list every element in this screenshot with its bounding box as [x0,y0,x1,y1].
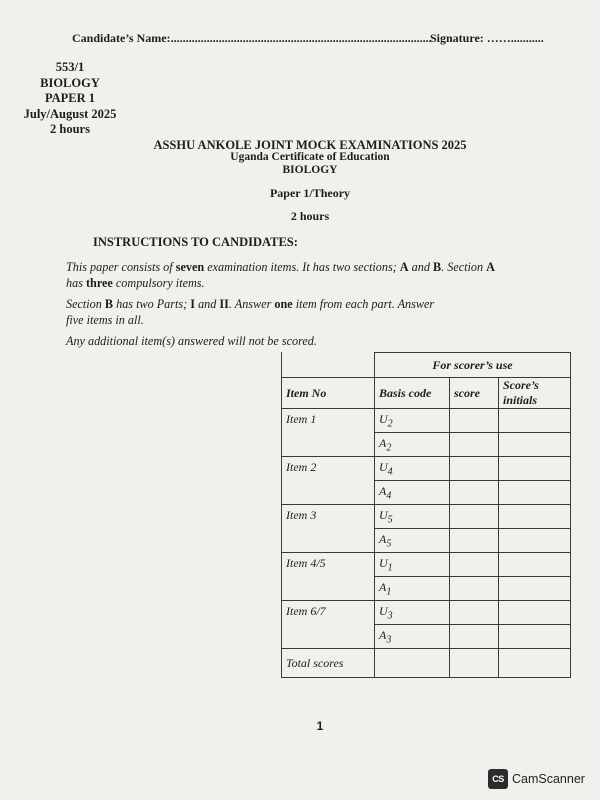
scorer-header-row [282,378,571,409]
basis-code-letter: U [379,603,388,618]
item-number-cell: Item 2 [282,457,375,505]
basis-code-subscript: 3 [386,634,392,646]
basis-code-letter: A [379,435,387,450]
score-cell[interactable] [450,457,499,481]
initials-cell[interactable] [499,481,571,505]
basis-code-cell [375,457,450,481]
item-number-cell: Item 4/5 [282,553,375,601]
certificate-name: Uganda Certificate of Education [230,151,390,163]
score-cell[interactable] [450,505,499,529]
basis-code-subscript: 2 [386,442,392,454]
scorer-caption-row [282,353,571,378]
p2-bold: one [274,297,293,311]
header-basis-code: Basis code [375,378,450,409]
candidate-name-label: Candidate’s Name: [72,31,171,45]
p1-bold: A [486,260,495,274]
p1-text: . Section [441,260,487,274]
total-scores-label: Total scores [282,649,375,678]
table-row [282,505,571,529]
p2-bold: B [104,297,114,311]
basis-code-letter: A [379,531,387,546]
p2-text: Section [66,297,105,311]
signature-blank: ……........... [486,31,544,45]
initials-cell[interactable] [499,577,571,601]
basis-code-letter: U [379,555,388,570]
basis-code-cell [375,505,450,529]
p1-text: examination items. It has two sections; [204,260,400,274]
basis-code-cell [375,481,450,505]
table-row [282,457,571,481]
p2-text: item from each part. Answer [292,297,435,311]
basis-code-subscript: 5 [386,538,392,550]
header-score-initials: Score’s initials [499,378,571,409]
p1-bold: three [85,276,113,290]
basis-code-subscript: 4 [386,490,392,502]
item-number-cell: Item 6/7 [282,601,375,649]
p1-text: and [408,260,433,274]
basis-code-cell [375,625,450,649]
paper-type: Paper 1/Theory [269,186,351,200]
scorer-table [281,352,571,678]
score-cell[interactable] [450,625,499,649]
total-blank-cell [499,649,571,678]
camscanner-logo-icon: CS [488,769,508,789]
signature-field [430,31,544,46]
initials-cell[interactable] [499,409,571,433]
basis-code-letter: A [379,483,387,498]
p1-bold: seven [175,260,205,274]
scorer-caption: For scorer’s use [375,353,571,378]
basis-code-cell [375,433,450,457]
paper-session: July/August 2025 [23,106,117,121]
basis-code-subscript: 5 [387,514,393,526]
initials-cell[interactable] [499,625,571,649]
basis-code-cell [375,529,450,553]
p1-text: compulsory items. [112,276,205,290]
score-cell[interactable] [450,409,499,433]
total-blank-cell [375,649,450,678]
exam-title: ASSHU ANKOLE JOINT MOCK EXAMINATIONS 2025 [153,138,467,152]
p1-bold: A [399,260,409,274]
p2-text: and [195,297,220,311]
camscanner-label: CamScanner [512,772,585,786]
paper-code: 553/1 [55,60,85,74]
scorer-table-body [282,353,571,678]
basis-code-cell [375,409,450,433]
signature-label: Signature: [430,31,484,45]
basis-code-cell [375,553,450,577]
paper-number: PAPER 1 [44,91,96,106]
initials-cell[interactable] [499,433,571,457]
exam-duration: 2 hours [290,209,330,223]
header-item-no: Item No [282,378,375,409]
initials-cell[interactable] [499,457,571,481]
basis-code-subscript: 1 [387,562,393,574]
p2-text: . Answer [228,297,275,311]
item-number-cell: Item 3 [282,505,375,553]
subject-title: BIOLOGY [282,164,338,176]
candidate-header [72,31,542,46]
total-score-cell[interactable] [450,649,499,678]
paper-code-block [18,60,122,138]
header-score: score [450,378,499,409]
caption-spacer-cell [282,353,375,378]
p1-text: has [66,276,86,290]
score-cell[interactable] [450,553,499,577]
instruction-paragraph-3: Any additional item(s) answered will not be scored. [66,334,317,348]
basis-code-cell [375,577,450,601]
total-scores-row [282,649,571,678]
item-number-cell: Item 1 [282,409,375,457]
p2-bold: II [219,297,229,311]
table-row [282,553,571,577]
score-cell[interactable] [450,577,499,601]
p2-text: has two Parts; [113,297,191,311]
initials-cell[interactable] [499,529,571,553]
basis-code-letter: A [379,627,387,642]
basis-code-subscript: 4 [387,466,393,478]
basis-code-subscript: 2 [387,418,393,430]
candidate-name-blank: ....................................................................................... [170,31,432,45]
score-cell[interactable] [450,529,499,553]
basis-code-letter: U [379,507,388,522]
initials-cell[interactable] [499,553,571,577]
paper-subject: BIOLOGY [40,75,100,90]
p1-bold: B [432,260,442,274]
initials-cell[interactable] [499,601,571,625]
instruction-paragraph-1 [66,259,536,291]
p1-text: This paper consists of [66,260,176,274]
score-cell[interactable] [450,601,499,625]
score-cell[interactable] [450,433,499,457]
instructions-heading: INSTRUCTIONS TO CANDIDATES: [93,235,298,249]
camscanner-watermark [488,769,585,789]
basis-code-letter: U [379,459,388,474]
page-number: 1 [316,719,324,733]
score-cell[interactable] [450,481,499,505]
p2-text: five items in all. [66,313,144,327]
p2-bold: I [190,297,196,311]
basis-code-subscript: 1 [386,586,392,598]
table-row [282,601,571,625]
table-row [282,409,571,433]
basis-code-subscript: 3 [387,610,393,622]
basis-code-letter: A [379,579,387,594]
instruction-paragraph-2 [66,296,536,328]
paper-duration: 2 hours [50,122,90,137]
basis-code-letter: U [379,411,388,426]
initials-cell[interactable] [499,505,571,529]
basis-code-cell [375,601,450,625]
